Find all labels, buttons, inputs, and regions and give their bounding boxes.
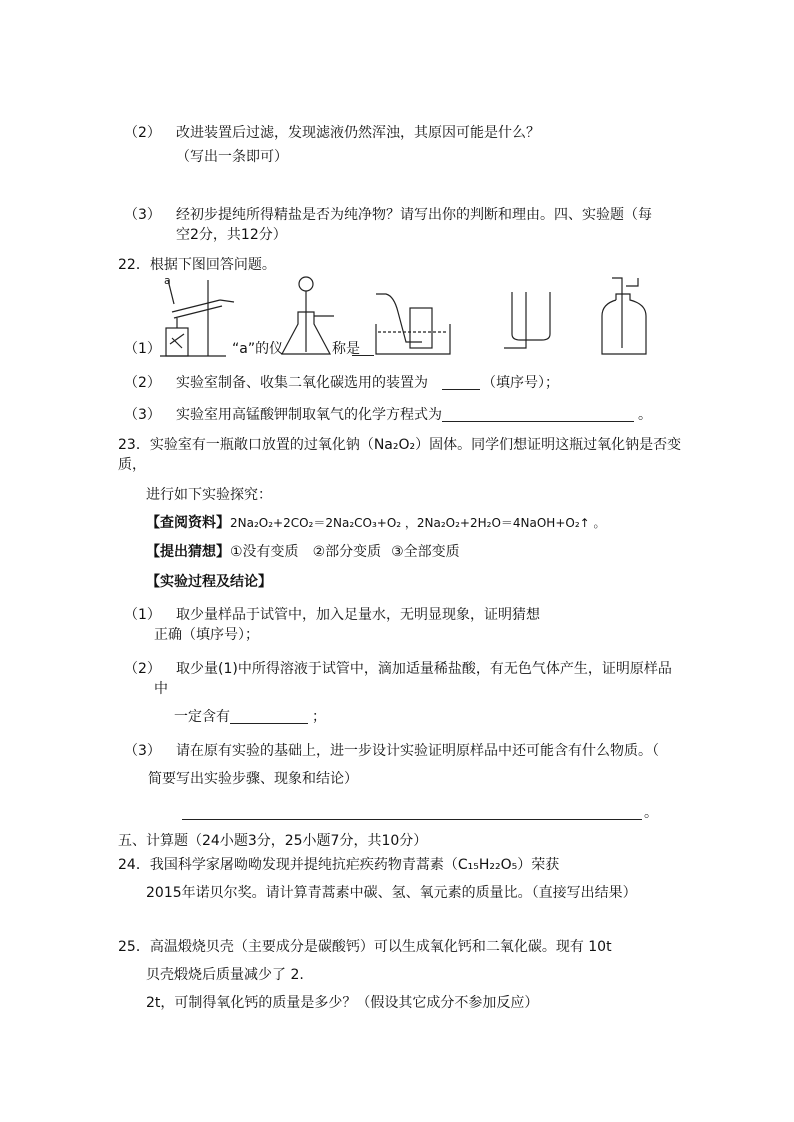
q23-part3-number: （3） [124,743,161,759]
reference-label: 【查阅资料】 [146,515,230,531]
q24-line-1: 24．我国科学家屠呦呦发现并提纯抗疟疾药物青蒿素（C₁₅H₂₂O₅）荣获 [118,857,560,873]
q23-part3-end: 。 [644,805,658,821]
hypothesis-3: ③全部变质 [391,544,460,560]
q23-part3-text: 请在原有实验的基础上，进一步设计实验证明原样品中还可能含有什么物质。（ [176,743,659,759]
q25-line-1: 25．高温煅烧贝壳（主要成分是碳酸钙）可以生成氧化钙和二氧化碳。现有 10t [118,939,612,955]
hypothesis-1: ①没有变质 [230,544,299,560]
q23-part3-continuation: 简要写出实验步骤、现象和结论） [148,771,358,787]
procedure-label: 【实验过程及结论】 [146,574,272,590]
q22-title: 22．根据下图回答问题。 [118,257,276,273]
q22-part2-post: （填序号）； [482,375,559,391]
apparatus-e-gas-bottle [602,278,646,354]
q23-intro: 进行如下实验探究： [146,487,272,503]
q21-part3-number: （3） [124,207,161,223]
q23-part2-continuation-2: 一定含有 [174,709,230,725]
q23-part2-end: ； [312,709,326,725]
q21-part2-note: （写出一条即可） [176,149,288,165]
q23-part2-text: 取少量(1)中所得溶液于试管中，滴加适量稀盐酸，有无色气体产生，证明原样品 [176,661,672,677]
apparatus-d-inverted-bottle [504,292,550,348]
hypothesis-2: ②部分变质 [312,544,382,560]
q21-part2-number: （2） [124,125,161,141]
apparatus-a-heating-setup [160,280,234,356]
q23-part2-answer-blank[interactable] [230,708,308,726]
q23-title: 23．实验室有一瓶敞口放置的过氧化钠（Na₂O₂）固体。同学们想证明这瓶过氧化钠是否变 [118,437,682,453]
apparatus-c-water-trough [376,294,450,354]
q23-part3-answer-blank[interactable] [182,804,642,822]
q22-part3-text: 实验室用高锰酸钾制取氧气的化学方程式为 [176,407,442,423]
q23-part1-text: 取少量样品于试管中，加入足量水，无明显现象，证明猜想 [176,607,540,623]
q22-part3-answer-blank[interactable] [442,406,634,424]
q22-part3-number: （3） [124,407,161,423]
q24-line-2: 2015年诺贝尔奖。请计算青蒿素中碳、氢、氧元素的质量比。（直接写出结果） [146,885,637,901]
q22-part2-number: （2） [124,375,161,391]
q22-part3-post: 。 [638,407,652,423]
apparatus-b-flask-funnel [282,277,334,354]
hypothesis-label: 【提出猜想】 [146,544,230,560]
q23-title-continuation: 质， [118,457,146,473]
q22-part1-post: 称是 [332,341,360,357]
label-a: a [164,274,171,287]
q25-line-3: 2t，可制得氧化钙的质量是多少？（假设其它成分不参加反应） [146,995,539,1011]
q23-part2-number: （2） [124,661,161,677]
q22-part1-number: （1） [124,341,161,357]
q23-part1-number: （1） [124,607,161,623]
q25-line-2: 贝壳煅烧后质量减少了 2. [146,967,304,983]
q21-part2-text: 改进装置后过滤，发现滤液仍然浑浊，其原因可能是什么？ [176,125,540,141]
reference-equations: 2Na₂O₂+2CO₂＝2Na₂CO₃+O₂ ，2Na₂O₂+2H₂O＝4NaOH+O₂↑ 。 [230,516,606,530]
q21-part3-text: 经初步提纯所得精盐是否为纯净物？请写出你的判断和理由。四、实验题（每 [176,207,652,223]
lab-apparatus-figure [150,272,670,364]
q22-part2-text: 实验室制备、收集二氧化碳选用的装置为 [176,375,428,391]
q23-part2-continuation: 中 [154,681,168,697]
q22-part2-answer-blank[interactable] [442,374,480,392]
q22-part1-answer-blank[interactable] [352,340,374,358]
q21-part3-continuation: 空2分，共12分） [176,227,287,243]
section-5-title: 五、计算题（24小题3分，25小题7分，共10分） [118,833,428,849]
q23-part1-continuation: 正确（填序号）； [154,627,259,643]
q22-part1-pre: “a”的仪 [232,341,284,357]
